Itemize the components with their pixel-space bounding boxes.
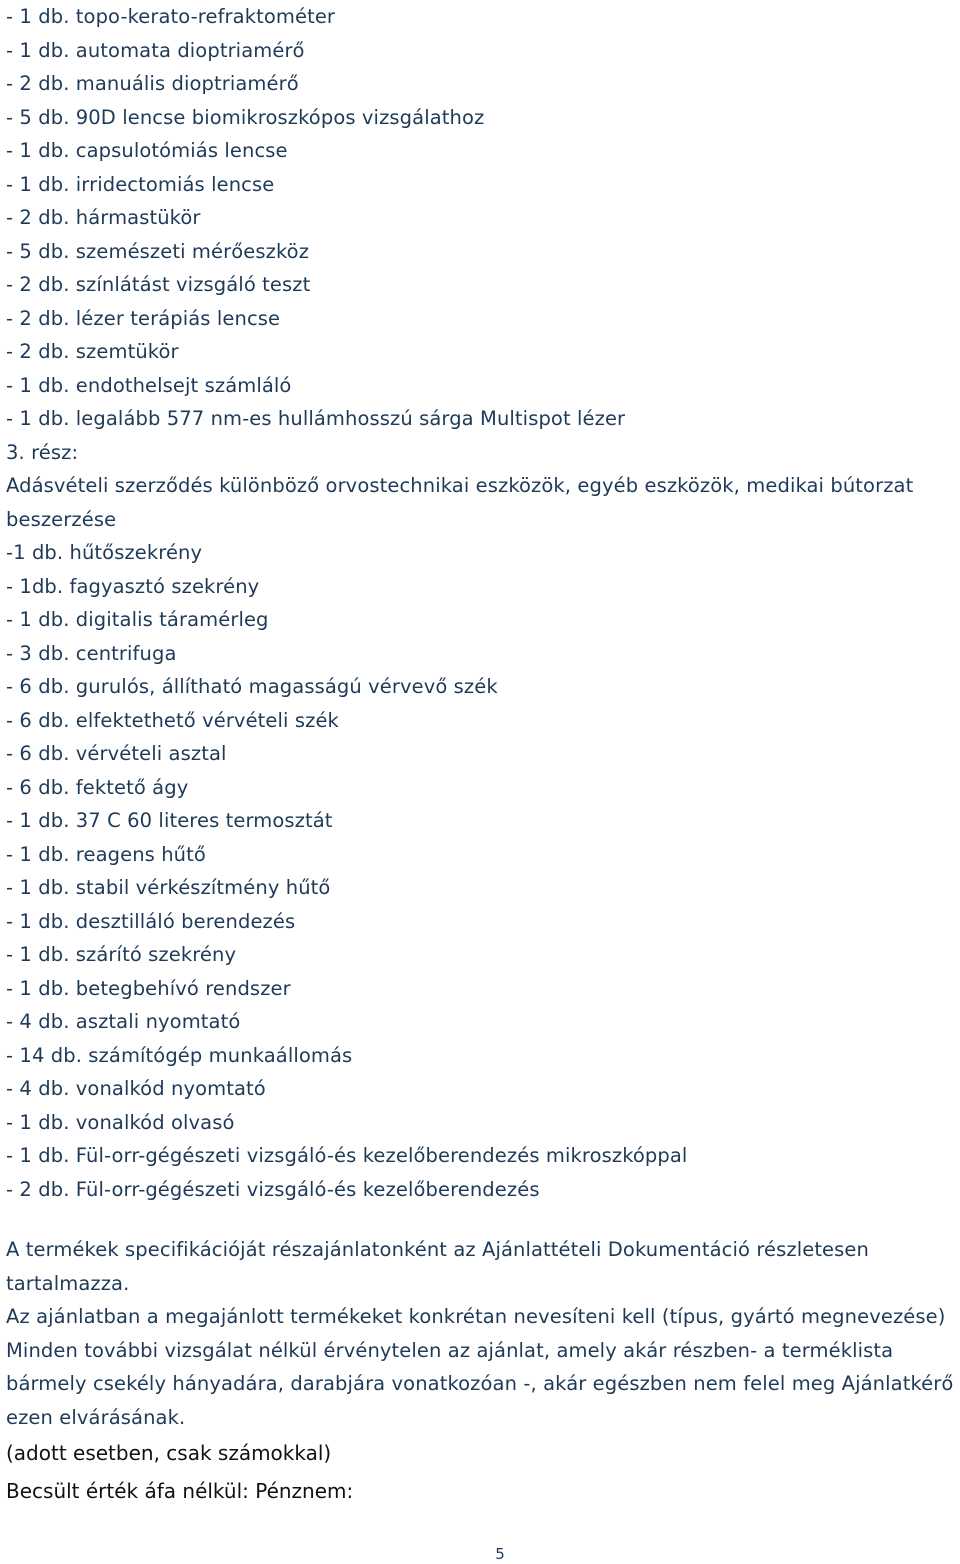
list-item: - 2 db. manuális dioptriamérő [6, 72, 299, 95]
product-naming-paragraph: Az ajánlatban a megajánlott termékeket konkrétan nevesíteni kell (típus, gyártó megnevezése) [6, 1305, 946, 1328]
list-item: - 6 db. fektető ágy [6, 775, 189, 799]
equipment-list-part-a [6, 0, 956, 436]
list-item: - 6 db. elfektethető vérvételi szék [6, 708, 339, 732]
numbers-note: (adott esetben, csak számokkal) [6, 1441, 332, 1465]
list-item: - 1 db. endothelsejt számláló [6, 373, 292, 397]
part3-description: Adásvételi szerződés különböző orvostechnikai eszközök, egyéb eszközök, medikai bútorzat beszerzése [6, 474, 914, 531]
list-item: - 2 db. színlátást vizsgáló teszt [6, 273, 311, 296]
equipment-list [6, 0, 956, 1206]
list-item: - 1 db. 37 C 60 literes termosztát [6, 809, 333, 832]
list-item: - 2 db. hármastükör [6, 206, 201, 229]
list-item: - 1 db. szárító szekrény [6, 943, 237, 966]
list-item: -1 db. hűtőszekrény [6, 541, 203, 564]
list-item: - 6 db. gurulós, állítható magasságú vérvevő szék [6, 675, 498, 698]
list-item: - 3 db. centrifuga [6, 641, 177, 665]
estimated-value-line: Becsült érték áfa nélkül: Pénznem: [6, 1479, 354, 1503]
equipment-list-part3 [6, 536, 956, 1206]
list-item: - 1 db. legalább 577 nm-es hullámhosszú sárga Multispot lézer [6, 407, 626, 430]
list-item: - 1db. fagyasztó szekrény [6, 574, 260, 598]
list-item: - 1 db. digitalis táramérleg [6, 608, 269, 631]
list-item: - 1 db. capsulotómiás lencse [6, 139, 288, 162]
list-item: - 4 db. asztali nyomtató [6, 1010, 241, 1033]
part3-heading: 3. rész: [6, 440, 79, 464]
list-item: - 2 db. szemtükör [6, 340, 179, 363]
list-item: - 1 db. betegbehívó rendszer [6, 976, 291, 1000]
list-item: - 1 db. reagens hűtő [6, 842, 206, 866]
list-item: - 2 db. Fül-orr-gégészeti vizsgáló-és kezelőberendezés [6, 1177, 540, 1201]
list-item: - 1 db. topo-kerato-refraktométer [6, 5, 336, 28]
list-item: - 2 db. lézer terápiás lencse [6, 306, 281, 330]
page-number: 5 [495, 1545, 505, 1563]
specification-paragraph: A termékek specifikációját részajánlatonként az Ajánlattételi Dokumentáció részletesen tartalmazza. [6, 1238, 869, 1295]
list-item: - 1 db. desztilláló berendezés [6, 909, 296, 933]
list-item: - 1 db. Fül-orr-gégészeti vizsgáló-és kezelőberendezés mikroszkóppal [6, 1144, 688, 1167]
list-item: - 1 db. irridectomiás lencse [6, 172, 275, 196]
closing-section [6, 1233, 960, 1510]
list-item: - 5 db. 90D lencse biomikroszkópos vizsgálathoz [6, 105, 485, 129]
list-item: - 1 db. vonalkód olvasó [6, 1110, 235, 1134]
list-item: - 5 db. szemészeti mérőeszköz [6, 239, 310, 263]
list-item: - 1 db. stabil vérkészítmény hűtő [6, 876, 331, 899]
list-item: - 6 db. vérvételi asztal [6, 742, 227, 765]
invalidity-paragraph: Minden további vizsgálat nélkül érvénytelen az ajánlat, amely akár részben- a terméklista bármely csekély hányadára, darabjára vonatkozóan -, akár egészben nem felel meg Ajánlatkérő ezen elvárásának. [6, 1338, 954, 1429]
list-item: - 4 db. vonalkód nyomtató [6, 1077, 266, 1100]
list-item: - 14 db. számítógép munkaállomás [6, 1043, 353, 1067]
list-item: - 1 db. automata dioptriamérő [6, 38, 305, 62]
